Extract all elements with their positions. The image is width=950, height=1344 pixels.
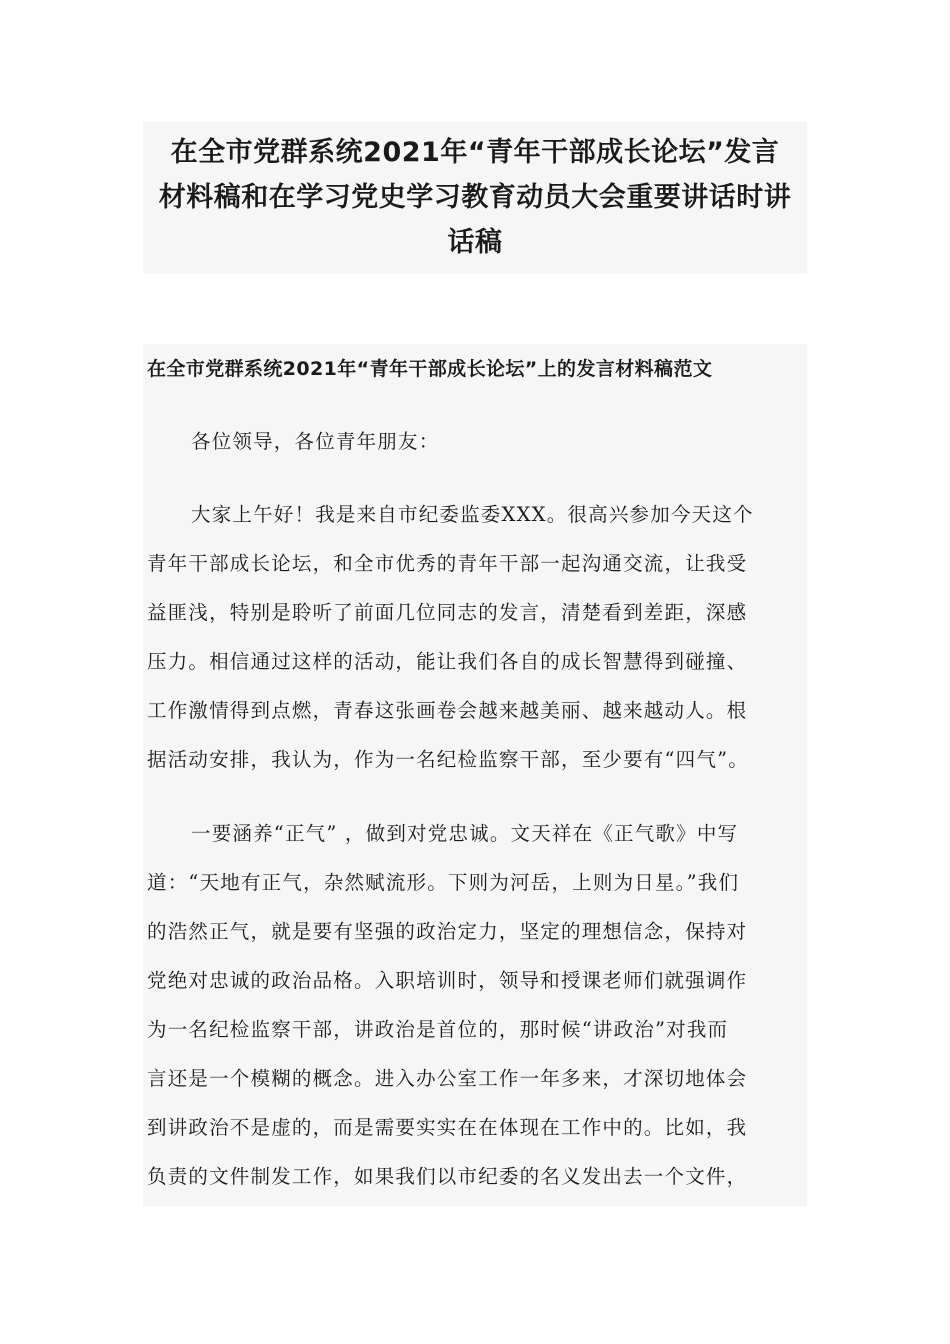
- paragraph-2-line: 言还是一个模糊的概念。进入办公室工作一年多来，才深切地体会: [147, 1067, 748, 1090]
- document-title-line-1: 在全市党群系统2021年“青年干部成长论坛”发言: [170, 137, 780, 168]
- document-body: [143, 344, 807, 1206]
- paragraph-1-line: 工作激情得到点燃，青春这张画卷会越来越美丽、越来越动人。根: [147, 699, 748, 722]
- salutation: 各位领导，各位青年朋友：: [191, 430, 440, 453]
- document-title-block: [143, 122, 807, 274]
- paragraph-1-line: 据活动安排，我认为，作为一名纪检监察干部，至少要有“四气”。: [147, 748, 749, 771]
- paragraph-1-line: 大家上午好！我是来自市纪委监委XXX。很高兴参加今天这个: [191, 503, 754, 526]
- paragraph-1-line: 益匪浅，特别是聆听了前面几位同志的发言，清楚看到差距，深感: [147, 601, 748, 624]
- paragraph-2-line: 负责的文件制发工作，如果我们以市纪委的名义发出去一个文件，: [147, 1165, 748, 1188]
- paragraph-2-line: 党绝对忠诚的政治品格。入职培训时，领导和授课老师们就强调作: [147, 969, 748, 992]
- paragraph-2-line: 到讲政治不是虚的，而是需要实实在在体现在工作中的。比如，我: [147, 1116, 748, 1139]
- paragraph-1-line: 压力。相信通过这样的活动，能让我们各自的成长智慧得到碰撞、: [147, 650, 748, 673]
- paragraph-2-line: 一要涵养“正气” ，做到对党忠诚。文天祥在《正气歌》中写: [191, 822, 739, 845]
- section-subtitle: 在全市党群系统2021年“青年干部成长论坛”上的发言材料稿范文: [147, 358, 713, 380]
- paragraph-2-line: 为一名纪检监察干部，讲政治是首位的，那时候“讲政治”对我而: [147, 1018, 729, 1041]
- document-title-line-2: 材料稿和在学习党史学习教育动员大会重要讲话时讲: [158, 182, 792, 213]
- document-title-line-3: 话稿: [447, 227, 503, 258]
- paragraph-2-line: 的浩然正气，就是要有坚强的政治定力，坚定的理想信念，保持对: [147, 920, 748, 943]
- paragraph-2-line: 道：“天地有正气，杂然赋流形。下则为河岳，上则为日星。”我们: [147, 871, 740, 894]
- paragraph-1-line: 青年干部成长论坛，和全市优秀的青年干部一起沟通交流，让我受: [147, 552, 748, 575]
